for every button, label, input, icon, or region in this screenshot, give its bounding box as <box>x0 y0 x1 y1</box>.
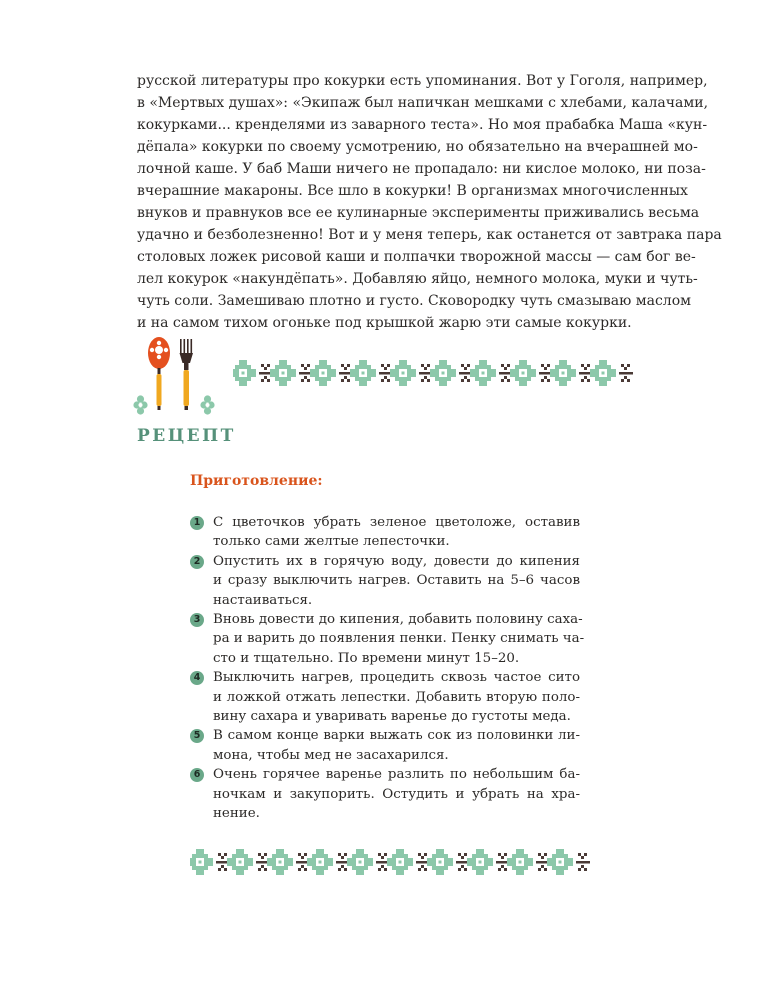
subheading: Приготовление: <box>190 473 323 489</box>
intro-line: в «Мертвых душах»: «Экипаж был напичкан мешками с хлебами, калачами, <box>137 95 709 111</box>
intro-line: лочной каше. У баб Маши ничего не пропадало: ни кислое молоко, ни поза- <box>137 161 706 177</box>
intro-line: внуков и правнуков все ее кулинарные эксперименты приживались весьма <box>137 205 700 221</box>
intro-line: вчерашние макароны. Все шло в кокурки! В организмах многочисленных <box>137 183 688 199</box>
step-number-badge: 2 <box>190 555 204 569</box>
step-text-line: Очень горячее варенье разлить по небольшим ба- <box>213 767 580 783</box>
intro-line: кокурками... кренделями из заварного теста». Но моя прабабка Маша «кун- <box>137 117 708 133</box>
step-number-badge: 3 <box>190 613 204 627</box>
step-text-line: сто и тщательно. По времени минут 15–20. <box>213 650 520 666</box>
step-text-line: и сразу выключить нагрев. Оставить на 5–6 часов <box>213 573 580 589</box>
recipe-step <box>190 552 580 610</box>
step-text-line: С цветочков убрать зеленое цветоложе, оставив <box>213 515 580 530</box>
recipe-step <box>190 668 580 726</box>
spoon-fork-icon <box>133 333 223 415</box>
intro-line: лел кокурок «накундёпать». Добавляю яйцо, немного молока, муки и чуть- <box>137 271 698 287</box>
intro-line: столовых ложек рисовой каши и полпачки творожной массы — сам бог ве- <box>137 249 696 265</box>
step-number-badge: 6 <box>190 768 204 782</box>
section-heading: РЕЦЕПТ <box>137 426 236 446</box>
step-number-badge: 4 <box>190 671 204 685</box>
recipe-step <box>190 513 580 552</box>
intro-line: удачно и безболезненно! Вот и у меня теперь, как останется от завтрака пара <box>137 227 722 243</box>
step-text-line: Выключить нагрев, процедить сквозь частое сито <box>213 670 580 686</box>
step-text-line: мона, чтобы мед не засахарился. <box>213 747 449 763</box>
step-text-line: нение. <box>213 806 260 822</box>
intro-paragraph <box>137 70 722 334</box>
recipe-step <box>190 726 580 765</box>
steps-list <box>190 513 585 824</box>
ornament-border-bottom <box>190 844 604 884</box>
recipe-step <box>190 765 580 823</box>
step-text-line: настаиваться. <box>213 592 313 608</box>
intro-line: и на самом тихом огоньке под крышкой жарю эти самые кокурки. <box>137 315 632 331</box>
step-number-badge: 1 <box>190 516 204 530</box>
intro-line: дёпала» кокурки по своему усмотрению, но обязательно на вчерашней мо- <box>137 139 698 155</box>
recipe-step <box>190 610 585 668</box>
step-text-line: Вновь довести до кипения, добавить половину саха- <box>213 612 583 628</box>
step-text-line: вину сахара и уваривать варенье до густоты меда. <box>213 709 571 725</box>
intro-line: чуть соли. Замешиваю плотно и густо. Сковородку чуть смазываю маслом <box>137 293 692 309</box>
ornament-border-top <box>233 355 647 395</box>
step-text-line: ра и варить до появления пенки. Пенку снимать ча- <box>213 631 585 647</box>
step-number-badge: 5 <box>190 729 204 743</box>
intro-line: русской литературы про кокурки есть упоминания. Вот у Гоголя, например, <box>137 73 708 89</box>
step-text-line: ночкам и закупорить. Остудить и убрать на хра- <box>213 786 580 802</box>
step-text-line: Опустить их в горячую воду, довести до кипения <box>213 553 580 569</box>
step-text-line: и ложкой отжать лепестки. Добавить вторую поло- <box>213 689 580 705</box>
step-text-line: только сами желтые лепесточки. <box>213 534 450 550</box>
step-text-line: В самом конце варки выжать сок из половинки ли- <box>213 728 580 744</box>
